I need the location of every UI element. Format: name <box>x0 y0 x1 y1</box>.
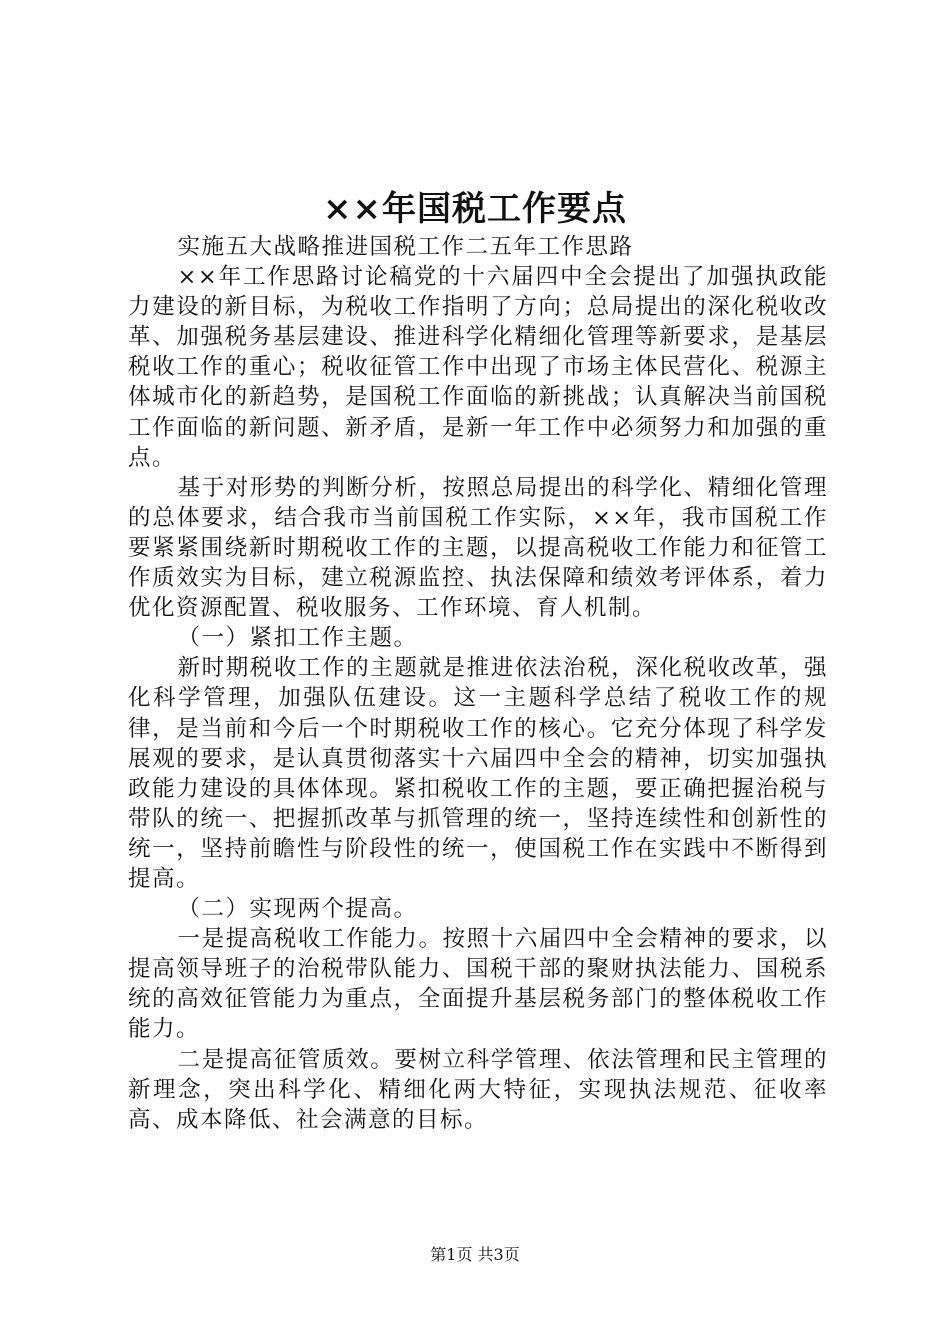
page-footer: 第1页 共3页 <box>430 1245 520 1264</box>
document-body <box>128 232 828 1135</box>
document-title: ××年国税工作要点 <box>323 189 627 229</box>
section-heading: （一）紧扣工作主题。 <box>177 625 418 652</box>
paragraph: 二是提高征管质效。要树立科学管理、依法管理和民主管理的新理念，突出科学化、精细化两大特征，实现执法规范、征收率高、成本降低、社会满意的目标。 <box>128 1046 828 1133</box>
section-heading: （二）实现两个提高。 <box>177 896 418 923</box>
paragraph: 新时期税收工作的主题就是推进依法治税，深化税收改革，强化科学管理，加强队伍建设。这一主题科学总结了税收工作的规律，是当前和今后一个时期税收工作的核心。它充分体现了科学发展观的要求，是认真贯彻落实十六届四中全会的精神，切实加强执政能力建设的具体体现。紧扣税收工作的主题，要正确把握治税与带队的统一、把握抓改革与抓管理的统一，坚持连续性和创新性的统一，坚持前瞻性与阶段性的统一，使国税工作在实践中不断得到提高。 <box>128 655 828 892</box>
paragraph: 基于对形势的判断分析，按照总局提出的科学化、精细化管理的总体要求，结合我市当前国税工作实际，××年，我市国税工作要紧紧围绕新时期税收工作的主题，以提高税收工作能力和征管工作质效实为目标，建立税源监控、执法保障和绩效考评体系，着力优化资源配置、税收服务、工作环境、育人机制。 <box>128 474 828 622</box>
paragraph-subtitle: 实施五大战略推进国税工作二五年工作思路 <box>177 234 634 260</box>
paragraph: ××年工作思路讨论稿党的十六届四中全会提出了加强执政能力建设的新目标，为税收工作指明了方向；总局提出的深化税收改革、加强税务基层建设、推进科学化精细化管理等新要求，是基层税收工作的重心；税收征管工作中出现了市场主体民营化、税源主体城市化的新趋势，是国税工作面临的新挑战；认真解决当前国税工作面临的新问题、新矛盾，是新一年工作中必须努力和加强的重点。 <box>128 264 828 471</box>
paragraph: 一是提高税收工作能力。按照十六届四中全会精神的要求，以提高领导班子的治税带队能力、国税干部的聚财执法能力、国税系统的高效征管能力为重点，全面提升基层税务部门的整体税收工作能力。 <box>128 926 828 1043</box>
